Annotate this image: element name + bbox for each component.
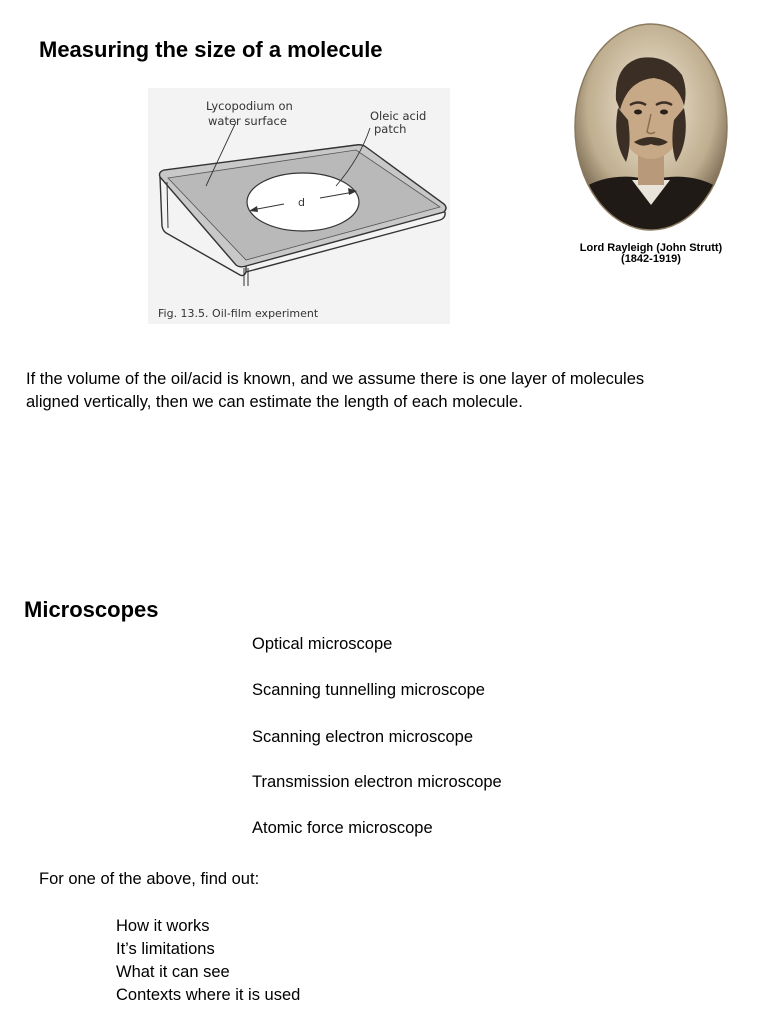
microscope-item: Optical microscope [252,635,393,653]
microscope-item: Transmission electron microscope [252,773,502,791]
oleic-label-line2: patch [374,122,407,136]
paragraph-line-1: If the volume of the oil/acid is known, and we assume there is one layer of molecules [26,370,645,388]
microscope-item: Scanning electron microscope [252,728,474,746]
page-title: Measuring the size of a molecule [39,37,383,62]
task-item: How it works [116,917,210,935]
oil-film-diagram [148,88,450,324]
lycopodium-label-line1: Lycopodium on [206,99,293,113]
microscope-item: Scanning tunnelling microscope [252,681,485,699]
section-title-microscopes: Microscopes [24,597,159,622]
figure-caption: Fig. 13.5. Oil-film experiment [158,307,319,320]
explanation-paragraph [26,368,746,414]
microscope-item: Atomic force microscope [252,819,433,837]
lycopodium-label-line2: water surface [208,114,287,128]
task-item: Contexts where it is used [116,986,301,1004]
portrait-image [570,20,732,235]
portrait-caption [560,243,742,265]
oleic-label-line1: Oleic acid [370,109,427,123]
task-item: What it can see [116,963,230,981]
task-item: It’s limitations [116,940,215,958]
portrait-caption-name: Lord Rayleigh (John Strutt) [579,242,723,254]
portrait-caption-dates: (1842-1919) [621,253,681,265]
task-intro: For one of the above, find out: [39,870,260,888]
diameter-label: d [298,196,305,209]
paragraph-line-2: aligned vertically, then we can estimate the length of each molecule. [26,393,523,411]
